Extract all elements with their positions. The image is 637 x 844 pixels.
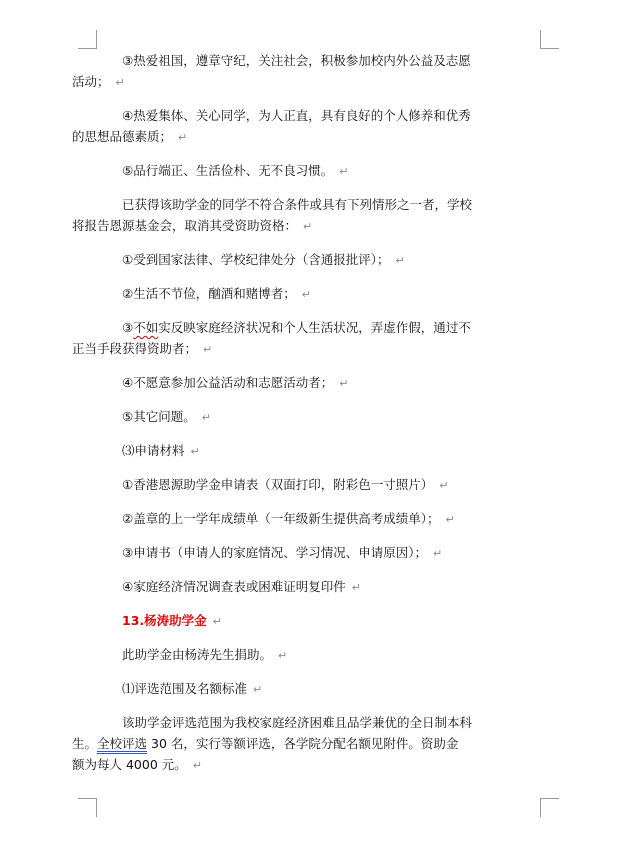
paragraph-mark-icon: ↵ [178,131,188,144]
paragraph-mark-icon: ↵ [278,649,288,662]
paragraph: ④热爱集体、关心同学，为人正直，具有良好的个人修养和优秀 的思想品德素质； ↵ [72,108,471,144]
paragraph-mark-icon: ↵ [351,581,361,594]
paragraph: ②盖章的上一学年成绩单（一年级新生提供高考成绩单）； ↵ [122,511,455,526]
spelling-error-underline[interactable]: 不如 [133,320,159,335]
paragraph-mark-icon: ↵ [303,220,313,233]
crop-mark-bottom-right [540,798,559,817]
paragraph-mark-icon: ↵ [339,165,349,178]
paragraph: ⑤品行端正、生活俭朴、无不良习惯。 ↵ [122,163,349,178]
section-subtitle: ⑴评选范围及名额标准 ↵ [122,681,263,696]
paragraph: ①受到国家法律、学校纪律处分（含通报批评）； ↵ [122,252,405,267]
paragraph-mark-icon: ↵ [115,76,125,89]
paragraph-mark-icon: ↵ [253,683,263,696]
paragraph-mark-icon: ↵ [190,445,200,458]
section-subtitle: ⑶申请材料 ↵ [122,443,200,458]
paragraph-mark-icon: ↵ [395,254,405,267]
paragraph: 已获得该助学金的同学不符合条件或具有下列情形之一者，学校 将报告恩源基金会，取消其受资助资格： ↵ [72,197,473,233]
paragraph-mark-icon: ↵ [192,759,202,772]
paragraph: ③申请书（申请人的家庭情况、学习情况、申请原因）； ↵ [122,545,443,560]
crop-mark-top-left [78,30,97,49]
paragraph: ①香港恩源助学金申请表（双面打印，附彩色一寸照片） ↵ [122,477,449,492]
paragraph: 此助学金由杨涛先生捐助。 ↵ [122,647,288,662]
paragraph-mark-icon: ↵ [432,547,443,560]
grammar-underline[interactable]: 全校评选 [97,736,148,751]
paragraph-mark-icon: ↵ [203,343,213,356]
paragraph-mark-icon: ↵ [445,513,455,526]
paragraph: ④不愿意参加公益活动和志愿活动者； ↵ [122,375,349,390]
crop-mark-bottom-left [78,798,97,817]
paragraph: ③不如实反映家庭经济状况和个人生活状况，弄虚作假，通过不 正当手段获得资助者； ↵ [72,320,471,356]
document-body[interactable] [72,50,542,776]
paragraph-mark-icon: ↵ [339,377,349,390]
paragraph: ⑤其它问题。 ↵ [122,409,211,424]
paragraph: ④家庭经济情况调查表或困难证明复印件 ↵ [122,579,361,594]
paragraph-mark-icon: ↵ [301,288,311,301]
paragraph: ②生活不节俭，酗酒和赌博者； ↵ [122,286,311,301]
section-heading: 13.杨涛助学金 ↵ [122,613,222,628]
paragraph: ③热爱祖国，遵章守纪，关注社会，积极参加校内外公益及志愿 活动； ↵ [72,53,471,89]
paragraph-mark-icon: ↵ [201,411,211,424]
paragraph-mark-icon: ↵ [439,479,449,492]
crop-mark-top-right [540,30,559,49]
paragraph: 该助学金评选范围为我校家庭经济困难且品学兼优的全日制本科 生。全校评选 30 名，实行等额评选，各学院分配名额见附件。资助金 额为每人 4000 元。 ↵ [72,715,473,772]
paragraph-mark-icon: ↵ [212,615,222,628]
